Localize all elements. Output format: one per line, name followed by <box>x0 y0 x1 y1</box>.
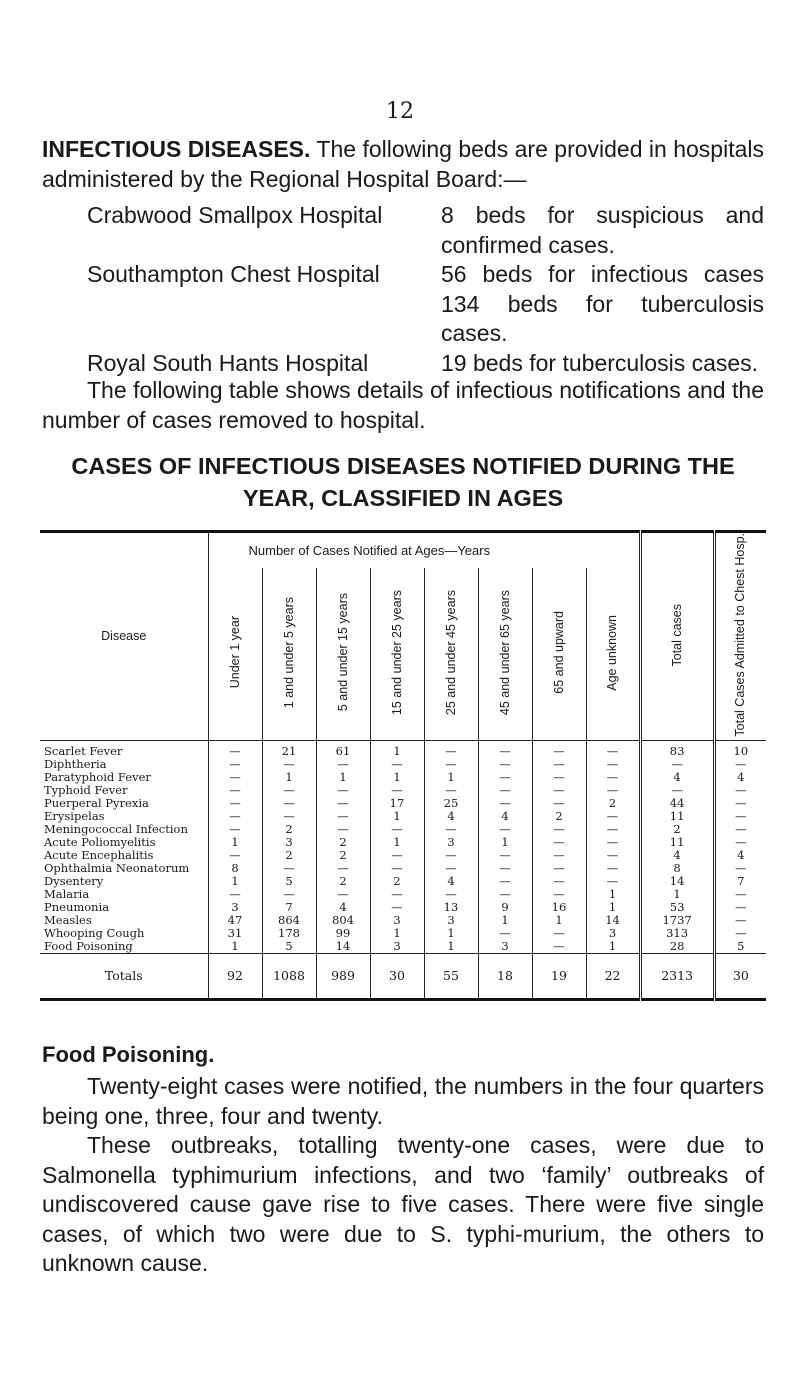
table-cell: 16 <box>532 901 586 914</box>
table-cell: 9 <box>478 901 532 914</box>
table-cell: — <box>714 862 766 875</box>
case-rows <box>40 740 766 953</box>
table-cell: — <box>478 888 532 901</box>
table-cell: — <box>316 862 370 875</box>
age-header-65-up <box>532 568 586 740</box>
table-cell: 1 <box>532 914 586 927</box>
table-cell: — <box>316 784 370 797</box>
food-paragraph: Twenty-eight cases were notified, the numbers in the four quarters being one, three, four and twenty. <box>42 1073 764 1129</box>
table-cell: 3 <box>208 901 262 914</box>
table-cell: 28 <box>640 940 714 954</box>
table-cell: — <box>316 758 370 771</box>
table-cell: — <box>424 888 478 901</box>
table-cell: — <box>586 823 640 836</box>
table-cell: — <box>478 927 532 940</box>
table-cell: 3 <box>370 914 424 927</box>
table-cell: 3 <box>424 836 478 849</box>
table-cell: — <box>478 784 532 797</box>
table-cell: — <box>316 823 370 836</box>
disease-name: Erysipelas <box>44 808 105 823</box>
table-cell: 3 <box>424 914 478 927</box>
disease-name: Scarlet Fever <box>44 743 123 758</box>
table-cell: — <box>370 784 424 797</box>
table-row <box>40 940 766 954</box>
table-cell: — <box>532 940 586 954</box>
table-cell: — <box>586 758 640 771</box>
table-cell: — <box>208 797 262 810</box>
table-cell: 3 <box>586 927 640 940</box>
table-cell: 2 <box>640 823 714 836</box>
page-number: 12 <box>386 99 414 124</box>
food-poisoning-heading: Food Poisoning. <box>42 1042 215 1067</box>
table-cell: 2 <box>532 810 586 823</box>
table-cell: — <box>208 784 262 797</box>
table-cell: — <box>424 784 478 797</box>
table-row <box>40 836 766 849</box>
table-cell: — <box>478 740 532 758</box>
table-cell: 4 <box>714 771 766 784</box>
table-cell: 21 <box>262 740 316 758</box>
intro-paragraph <box>42 135 764 194</box>
disease-name: Whooping Cough <box>44 925 145 940</box>
table-cell: 1 <box>370 771 424 784</box>
table-cell: — <box>586 875 640 888</box>
table-cell: 8 <box>640 862 714 875</box>
age-header-25-45 <box>424 568 478 740</box>
hospital-beds: 19 beds for tuberculosis cases. <box>441 349 759 376</box>
table-cell: 3 <box>370 940 424 954</box>
disease-header-label: Disease <box>101 629 147 644</box>
table-cell: — <box>478 875 532 888</box>
table-cell: 1 <box>478 914 532 927</box>
table-cell: 14 <box>640 875 714 888</box>
table-cell: — <box>714 810 766 823</box>
table-cell: 3 <box>262 836 316 849</box>
table-cell: — <box>262 888 316 901</box>
table-cell: 31 <box>208 927 262 940</box>
disease-name: Acute Encephalitis <box>44 847 154 862</box>
table-cell: 1 <box>640 888 714 901</box>
table-cell: — <box>478 862 532 875</box>
age-header-1-5 <box>262 568 316 740</box>
table-cell: — <box>478 771 532 784</box>
table-cell: — <box>208 771 262 784</box>
age-header-label: Age unknown <box>605 614 620 691</box>
table-cell: 3 <box>478 940 532 954</box>
table-cell: — <box>586 849 640 862</box>
hospital-list <box>87 201 764 378</box>
table-cell: 5 <box>262 875 316 888</box>
total-cell: 18 <box>478 953 532 999</box>
table-cell: — <box>370 901 424 914</box>
table-cell: — <box>532 875 586 888</box>
disease-name: Dysentery <box>44 873 104 888</box>
table-cell: 7 <box>714 875 766 888</box>
table-cell: 1 <box>208 836 262 849</box>
table-cell: — <box>714 758 766 771</box>
hospital-name: Royal South Hants Hospital <box>87 349 369 376</box>
age-header-label: 45 and under 65 years <box>497 589 512 715</box>
cases-table <box>40 530 766 1001</box>
table-cell: 53 <box>640 901 714 914</box>
table-row <box>40 914 766 927</box>
age-header-under-1 <box>208 568 262 740</box>
age-header-label: 1 and under 5 years <box>281 596 296 708</box>
disease-name: Typhoid Fever <box>44 782 128 797</box>
table-cell: 44 <box>640 797 714 810</box>
table-cell: 5 <box>262 940 316 954</box>
table-cell: 4 <box>424 875 478 888</box>
table-cell: 1 <box>316 771 370 784</box>
food-poisoning-text <box>42 1072 764 1279</box>
table-cell: 13 <box>424 901 478 914</box>
table-cell: — <box>586 784 640 797</box>
table-cell: 1 <box>370 927 424 940</box>
table-cell: 4 <box>640 849 714 862</box>
table-cell: 2 <box>316 836 370 849</box>
section-heading: INFECTIOUS DISEASES. <box>42 136 311 162</box>
hospital-row <box>87 201 764 260</box>
table-cell: 2 <box>370 875 424 888</box>
table-cell: 1 <box>586 901 640 914</box>
table-cell: 2 <box>316 849 370 862</box>
age-header-label: Under 1 year <box>227 616 242 689</box>
table-cell: — <box>532 740 586 758</box>
table-cell: — <box>532 927 586 940</box>
table-cell: — <box>262 784 316 797</box>
table-cell: 313 <box>640 927 714 940</box>
table-cell: 25 <box>424 797 478 810</box>
table-cell: 11 <box>640 810 714 823</box>
hospital-row <box>87 349 764 379</box>
table-row <box>40 771 766 784</box>
hospital-beds: 56 beds for infectious cases 134 beds for tuberculosis cases. <box>441 261 764 346</box>
table-cell: — <box>714 914 766 927</box>
table-cell: — <box>532 784 586 797</box>
table-cell: — <box>586 740 640 758</box>
disease-name: Measles <box>44 912 92 927</box>
table-cell: — <box>532 797 586 810</box>
disease-name: Diphtheria <box>44 756 107 771</box>
age-group-header: Number of Cases Notified at Ages—Years <box>208 532 640 569</box>
table-cell: 14 <box>586 914 640 927</box>
table-row <box>40 797 766 810</box>
age-header-5-15 <box>316 568 370 740</box>
total-cell: 2313 <box>640 953 714 999</box>
table-cell: — <box>478 823 532 836</box>
disease-name: Paratyphoid Fever <box>44 769 151 784</box>
totals-row <box>40 953 766 999</box>
table-row <box>40 901 766 914</box>
hospital-row <box>87 260 764 349</box>
age-header-label: 25 and under 45 years <box>443 589 458 715</box>
table-cell: 8 <box>208 862 262 875</box>
table-cell: — <box>208 888 262 901</box>
table-cell: 10 <box>714 740 766 758</box>
table-cell: — <box>532 823 586 836</box>
table-cell: — <box>370 888 424 901</box>
table-cell: — <box>424 823 478 836</box>
table-cell: — <box>316 797 370 810</box>
table-cell: 2 <box>262 849 316 862</box>
table-cell: 178 <box>262 927 316 940</box>
table-cell: 1 <box>262 771 316 784</box>
intro-text: The following beds are provided in hospitals administered by the Regional Hospital Board:— <box>42 136 765 192</box>
table-cell: — <box>586 862 640 875</box>
table-cell: 1 <box>370 810 424 823</box>
table-cell: 11 <box>640 836 714 849</box>
table-row <box>40 740 766 758</box>
total-cases-header <box>640 532 714 741</box>
table-cell: — <box>370 862 424 875</box>
table-cell: — <box>370 823 424 836</box>
table-row <box>40 862 766 875</box>
total-cell: 22 <box>586 953 640 999</box>
disease-name: Ophthalmia Neonatorum <box>44 860 190 875</box>
total-cell: 55 <box>424 953 478 999</box>
table-cell: — <box>424 740 478 758</box>
table-cell: — <box>532 888 586 901</box>
table-row <box>40 875 766 888</box>
table-cell: 7 <box>262 901 316 914</box>
table-cell: — <box>532 849 586 862</box>
table-cell: 4 <box>478 810 532 823</box>
table-cell: — <box>262 862 316 875</box>
table-cell: — <box>640 784 714 797</box>
age-header-label: 65 and upward <box>551 611 566 694</box>
table-cell: — <box>208 758 262 771</box>
table-cell: — <box>532 862 586 875</box>
table-cell: 2 <box>316 875 370 888</box>
table-cell: — <box>532 771 586 784</box>
table-cell: 4 <box>640 771 714 784</box>
table-cell: 5 <box>714 940 766 954</box>
table-cell: 1 <box>424 927 478 940</box>
hospital-name: Crabwood Smallpox Hospital <box>87 202 383 228</box>
table-row <box>40 810 766 823</box>
table-cell: — <box>208 810 262 823</box>
table-cell: 1 <box>208 875 262 888</box>
table-cell: 2 <box>262 823 316 836</box>
table-row <box>40 784 766 797</box>
table-cell: 1 <box>424 940 478 954</box>
table-cell: 47 <box>208 914 262 927</box>
disease-name: Meningococcal Infection <box>44 821 188 836</box>
age-header-15-25 <box>370 568 424 740</box>
table-cell: — <box>208 849 262 862</box>
table-cell: 1 <box>370 836 424 849</box>
table-cell: — <box>478 797 532 810</box>
disease-name: Acute Poliomyelitis <box>44 834 156 849</box>
age-header-label: 15 and under 25 years <box>389 589 404 715</box>
total-cell: 30 <box>714 953 766 999</box>
table-cell: — <box>370 758 424 771</box>
table-cell: — <box>316 888 370 901</box>
table-cell: — <box>262 810 316 823</box>
table-cell: — <box>424 758 478 771</box>
total-cell: 1088 <box>262 953 316 999</box>
table-row <box>40 927 766 940</box>
table-cell: — <box>316 810 370 823</box>
table-row <box>40 849 766 862</box>
hospital-beds: 8 beds for suspicious and confirmed cases. <box>441 202 764 258</box>
disease-name: Food Poisoning <box>44 938 133 953</box>
table-cell: — <box>370 849 424 862</box>
table-cell: 1 <box>478 836 532 849</box>
table-cell: — <box>714 836 766 849</box>
table-cell: 61 <box>316 740 370 758</box>
total-cell: 30 <box>370 953 424 999</box>
table-cell: 4 <box>316 901 370 914</box>
table-cell: — <box>586 771 640 784</box>
table-cell: 1 <box>424 771 478 784</box>
table-cell: 4 <box>424 810 478 823</box>
table-row <box>40 823 766 836</box>
disease-name: Pneumonia <box>44 899 110 914</box>
table-cell: 2 <box>586 797 640 810</box>
age-header-unknown <box>586 568 640 740</box>
table-row <box>40 888 766 901</box>
disease-name: Malaria <box>44 886 90 901</box>
table-cell: — <box>478 849 532 862</box>
disease-column-header <box>40 532 208 741</box>
totals-label: Totals <box>40 953 208 999</box>
table-cell: — <box>208 823 262 836</box>
table-cell: — <box>424 849 478 862</box>
table-cell: — <box>262 797 316 810</box>
table-cell: — <box>714 927 766 940</box>
table-cell: 4 <box>714 849 766 862</box>
table-cell: 804 <box>316 914 370 927</box>
table-cell: — <box>532 758 586 771</box>
table-intro-paragraph: The following table shows details of infectious notifications and the number of cases removed to hospital. <box>42 377 764 433</box>
table-cell: 1 <box>586 940 640 954</box>
disease-name: Puerperal Pyrexia <box>44 795 149 810</box>
table-cell: — <box>714 901 766 914</box>
table-cell: — <box>478 758 532 771</box>
table-cell: 14 <box>316 940 370 954</box>
table-cell: — <box>586 810 640 823</box>
table-cell: 1737 <box>640 914 714 927</box>
chest-hospital-header <box>714 532 766 741</box>
table-cell: — <box>714 823 766 836</box>
table-cell: 1 <box>208 940 262 954</box>
chest-hospital-label: Total Cases Admitted to Chest Hosp. <box>733 533 748 737</box>
table-cell: — <box>714 888 766 901</box>
table-cell: 99 <box>316 927 370 940</box>
age-header-45-65 <box>478 568 532 740</box>
food-paragraph: These outbreaks, totalling twenty-one cases, were due to Salmonella typhimurium infections, and two ‘family’ outbreaks of undiscovered cause gave rise to five cases. There were five single cases, of which two were due to S. typhi-murium, the others to unknown cause. <box>42 1132 764 1276</box>
table-cell: 17 <box>370 797 424 810</box>
table-cell: — <box>640 758 714 771</box>
table-cell: 864 <box>262 914 316 927</box>
total-cases-label: Total cases <box>669 603 684 667</box>
table-cell: — <box>532 836 586 849</box>
total-cell: 989 <box>316 953 370 999</box>
table-cell: — <box>424 862 478 875</box>
table-title: CASES OF INFECTIOUS DISEASES NOTIFIED DURING THE YEAR, CLASSIFIED IN AGES <box>71 453 735 511</box>
age-header-label: 5 and under 15 years <box>335 593 350 712</box>
table-cell: 1 <box>370 740 424 758</box>
table-cell: 1 <box>586 888 640 901</box>
table-cell: — <box>262 758 316 771</box>
total-cell: 19 <box>532 953 586 999</box>
table-cell: 83 <box>640 740 714 758</box>
table-row <box>40 758 766 771</box>
hospital-name: Southampton Chest Hospital <box>87 261 380 287</box>
total-cell: 92 <box>208 953 262 999</box>
table-cell: — <box>208 740 262 758</box>
table-cell: — <box>714 784 766 797</box>
table-cell: — <box>586 836 640 849</box>
table-cell: — <box>714 797 766 810</box>
